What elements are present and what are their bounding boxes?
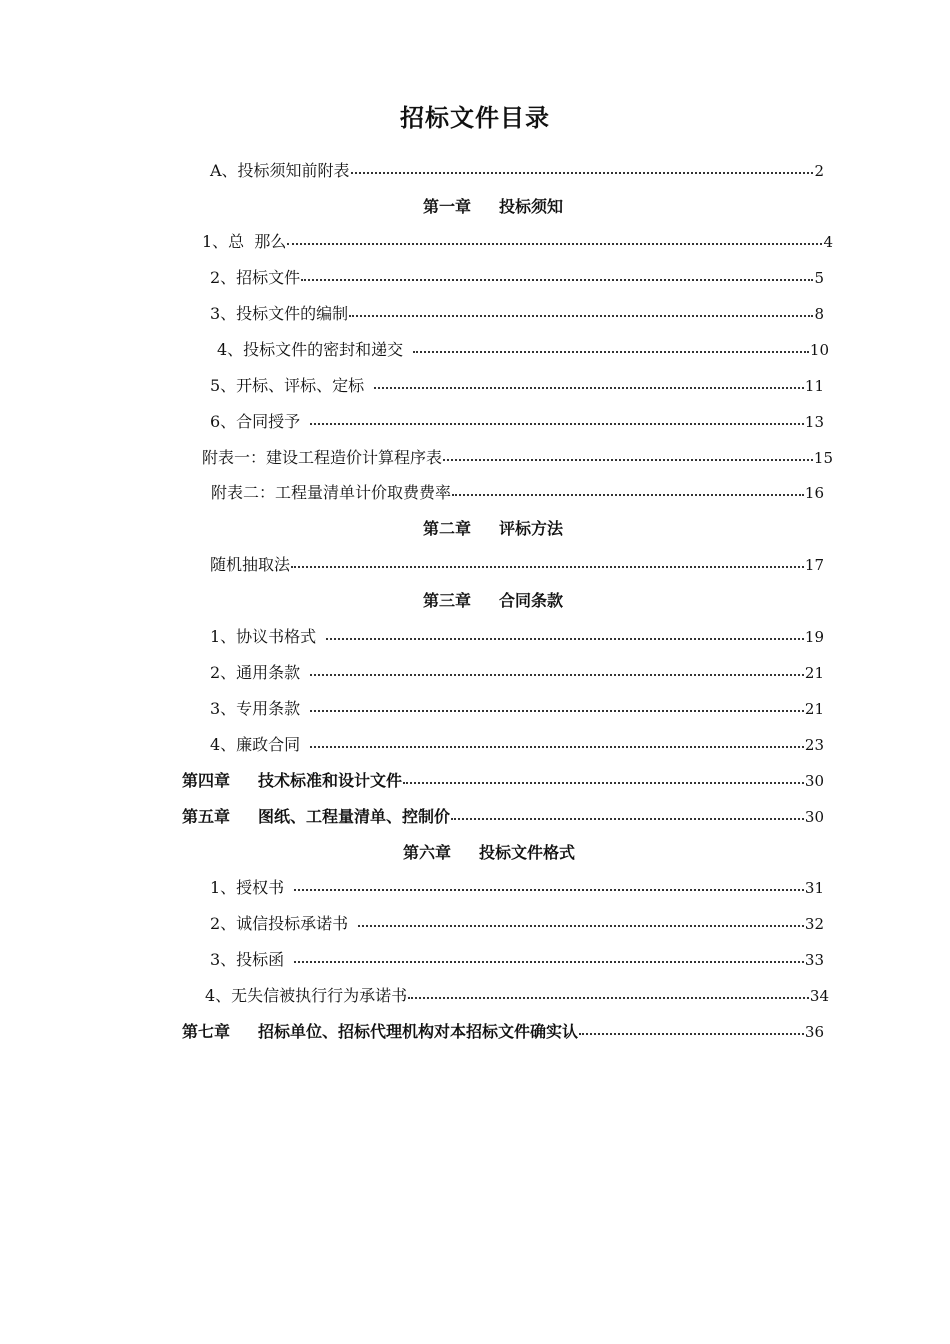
toc-leader-dots: [579, 1019, 804, 1045]
toc-entry-page: 4: [823, 233, 833, 251]
chapter-name: 投标须知: [499, 197, 564, 216]
toc-chapter-entry: [182, 768, 824, 794]
chapter-heading: [423, 194, 563, 220]
toc-leader-dots: [351, 158, 814, 184]
toc-entry-page: 19: [804, 628, 824, 646]
toc-leader-dots: [301, 265, 813, 291]
toc-entry: [210, 301, 824, 327]
toc-entry: [210, 624, 824, 650]
toc-entry-label: A、投标须知前附表: [210, 161, 350, 180]
toc-entry: [210, 947, 824, 973]
toc-entry-page: 21: [804, 664, 824, 682]
toc-entry: [210, 373, 824, 399]
toc-entry-page: 17: [804, 556, 824, 574]
chapter-name: 评标方法: [499, 519, 564, 538]
toc-entry-page: 30: [804, 808, 824, 826]
toc-chapter-number: 第四章: [182, 771, 231, 790]
chapter-name: 投标文件格式: [479, 843, 576, 862]
toc-chapter-entry: [182, 1019, 824, 1045]
toc-entry-label: 4、投标文件的密封和递交: [217, 340, 404, 359]
toc-entry-label: 招标单位、招标代理机构对本招标文件确实认: [258, 1022, 579, 1041]
toc-entry-page: 33: [804, 951, 824, 969]
toc-entry: [210, 875, 824, 901]
toc-entry: [210, 552, 824, 578]
toc-entry-label: 附表一：建设工程造价计算程序表: [202, 448, 443, 467]
toc-entry-page: 34: [809, 987, 829, 1005]
toc-leader-dots: [310, 660, 804, 686]
toc-entry: [210, 696, 824, 722]
toc-entry: [210, 732, 824, 758]
toc-entry: [210, 265, 824, 291]
toc-entry-label: 3、投标函: [210, 950, 285, 969]
toc-entry: [202, 229, 833, 255]
chapter-name: 合同条款: [499, 591, 564, 610]
chapter-heading: [403, 840, 575, 866]
toc-entry-label: 4、无失信被执行行为承诺书: [205, 986, 408, 1005]
toc-leader-dots: [349, 301, 813, 327]
toc-leader-dots: [358, 911, 804, 937]
toc-entry-label: 随机抽取法: [210, 555, 291, 574]
toc-entry-label: 图纸、工程量清单、控制价: [258, 807, 451, 826]
toc-entry: [217, 337, 829, 363]
toc-entry-page: 32: [804, 915, 824, 933]
toc-chapter-entry: [182, 804, 824, 830]
toc-entry-page: 21: [804, 700, 824, 718]
toc-leader-dots: [287, 229, 822, 255]
toc-leader-dots: [413, 337, 809, 363]
toc-entry-label: 1、授权书: [210, 878, 285, 897]
toc-entry-page: 13: [804, 413, 824, 431]
toc-entry-label: 3、专用条款: [210, 699, 301, 718]
toc-entry-label: 技术标准和设计文件: [258, 771, 403, 790]
toc-entry-label: 1、总 那么: [202, 232, 287, 251]
toc-leader-dots: [403, 768, 804, 794]
toc-entry-label: 5、开标、评标、定标: [210, 376, 365, 395]
chapter-heading: [423, 588, 563, 614]
toc-entry: [210, 409, 824, 435]
toc-leader-dots: [451, 804, 804, 830]
toc-leader-dots: [294, 947, 804, 973]
toc-leader-dots: [452, 480, 804, 506]
toc-leader-dots: [326, 624, 804, 650]
toc-leader-dots: [310, 409, 804, 435]
toc-leader-dots: [310, 696, 804, 722]
toc-entry: [205, 983, 829, 1009]
toc-leader-dots: [408, 983, 809, 1009]
toc-entry-page: 23: [804, 736, 824, 754]
toc-entry-page: 10: [809, 341, 829, 359]
toc-entry-label: 附表二：工程量清单计价取费费率: [211, 483, 452, 502]
toc-entry-page: 16: [804, 484, 824, 502]
chapter-number: 第六章: [403, 843, 452, 862]
toc-entry-page: 36: [804, 1023, 824, 1041]
toc-leader-dots: [291, 552, 804, 578]
toc-chapter-number: 第五章: [182, 807, 231, 826]
toc-entry-label: 2、招标文件: [210, 268, 301, 287]
toc-entry-page: 11: [804, 377, 824, 395]
toc-entry-page: 2: [814, 162, 824, 180]
toc-entry: [211, 480, 824, 506]
toc-entry-label: 6、合同授予: [210, 412, 301, 431]
toc-leader-dots: [294, 875, 804, 901]
toc-entry: [202, 445, 833, 471]
toc-entry-label: 2、通用条款: [210, 663, 301, 682]
toc-chapter-number: 第七章: [182, 1022, 231, 1041]
toc-entry-page: 5: [814, 269, 824, 287]
toc-leader-dots: [443, 445, 813, 471]
toc-entry: [210, 911, 824, 937]
chapter-number: 第三章: [423, 591, 472, 610]
chapter-number: 第二章: [423, 519, 472, 538]
toc-leader-dots: [374, 373, 804, 399]
chapter-heading: [423, 516, 563, 542]
chapter-number: 第一章: [423, 197, 472, 216]
toc-entry-page: 15: [813, 449, 833, 467]
toc-entry-label: 4、廉政合同: [210, 735, 301, 754]
toc-leader-dots: [310, 732, 804, 758]
toc-entry: [210, 660, 824, 686]
toc-entry-label: 1、协议书格式: [210, 627, 317, 646]
toc-entry-label: 2、诚信投标承诺书: [210, 914, 349, 933]
toc-entry-label: 3、投标文件的编制: [210, 304, 349, 323]
document-title: 招标文件目录: [400, 104, 550, 132]
toc-entry: [210, 158, 824, 184]
toc-entry-page: 8: [814, 305, 824, 323]
toc-entry-page: 30: [804, 772, 824, 790]
toc-entry-page: 31: [804, 879, 824, 897]
